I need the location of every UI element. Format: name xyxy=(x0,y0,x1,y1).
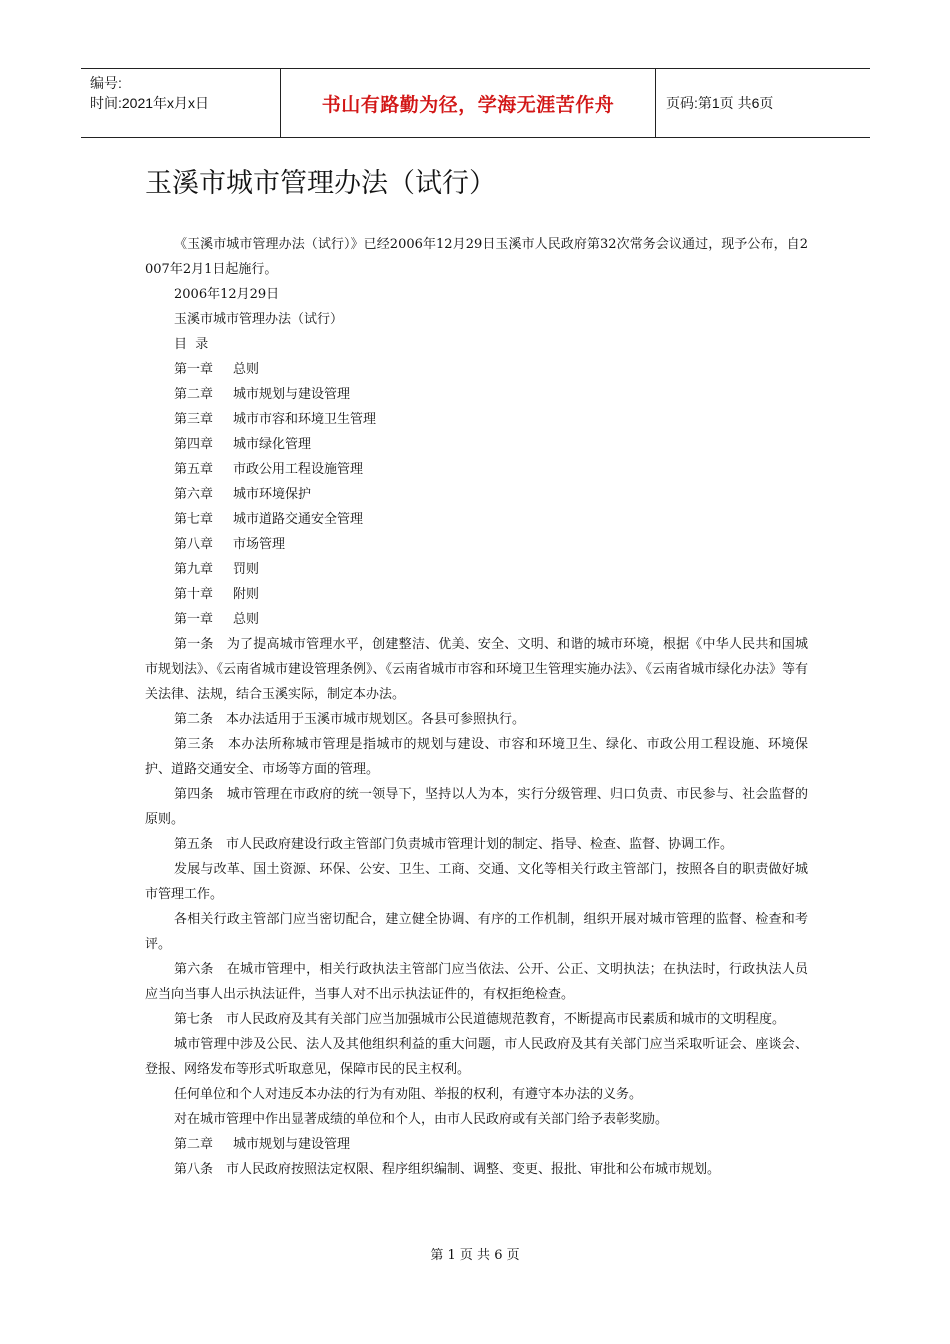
toc-item: 第八章 市场管理 xyxy=(174,537,286,552)
article-5: 第五条 市人民政府建设行政主管部门负责城市管理计划的制定、指导、检查、监督、协调工作。 xyxy=(174,837,734,852)
toc-item: 第三章 城市市容和环境卫生管理 xyxy=(174,412,377,427)
article-8: 第八条 市人民政府按照法定权限、程序组织编制、调整、变更、报批、审批和公布城市规划。 xyxy=(174,1162,721,1177)
article-5-paragraph-3: 各相关行政主管部门应当密切配合，建立健全协调、有序的工作机制，组织开展对城市管理的监督、检查和考评。 xyxy=(145,912,808,952)
article-7: 第七条 市人民政府及其有关部门应当加强城市公民道德规范教育，不断提高市民素质和城市的文明程度。 xyxy=(174,1012,786,1027)
article-6: 第六条 在城市管理中，相关行政执法主管部门应当依法、公开、公正、文明执法；在执法时，行政执法人员应当向当事人出示执法证件，当事人对不出示执法证件的，有权拒绝检查。 xyxy=(145,962,808,1002)
toc-item: 第九章 罚则 xyxy=(174,562,260,577)
document-body xyxy=(145,232,808,1182)
intro-paragraph: 《玉溪市城市管理办法（试行）》已经2006年12月29日玉溪市人民政府第32次常务会议通过，现予公布，自2007年2月1日起施行。 xyxy=(145,237,808,277)
chapter-heading: 第一章 总则 xyxy=(174,612,260,627)
header-meta-cell xyxy=(81,69,281,137)
time-label: 时间:2021年x月x日 xyxy=(90,95,210,111)
article-1: 第一条 为了提高城市管理水平，创建整洁、优美、安全、文明、和谐的城市环境，根据《中华人民共和国城市规划法》、《云南省城市建设管理条例》、《云南省城市市容和环境卫生管理实施办法》、《云南省城市绿化办法》等有关法律、法规，结合玉溪实际，制定本办法。 xyxy=(145,637,809,702)
article-4: 第四条 城市管理在市政府的统一领导下，坚持以人为本，实行分级管理、归口负责、市民参与、社会监督的原则。 xyxy=(145,787,808,827)
chapter-heading: 第二章 城市规划与建设管理 xyxy=(174,1137,351,1152)
issue-date: 2006年12月29日 xyxy=(174,287,280,302)
article-7-paragraph-2: 城市管理中涉及公民、法人及其他组织利益的重大问题，市人民政府及其有关部门应当采取听证会、座谈会、登报、网络发布等形式听取意见，保障市民的民主权利。 xyxy=(145,1037,808,1077)
table-of-contents xyxy=(145,357,808,607)
header-motto: 书山有路勤为径，学海无涯苦作舟 xyxy=(281,69,656,137)
article-5-paragraph-2: 发展与改革、国土资源、环保、公安、卫生、工商、交通、文化等相关行政主管部门，按照各自的职责做好城市管理工作。 xyxy=(145,862,808,902)
toc-item: 第六章 城市环境保护 xyxy=(174,487,312,502)
toc-heading: 目 录 xyxy=(174,337,209,352)
number-label: 编号: xyxy=(90,75,122,91)
toc-item: 第二章 城市规划与建设管理 xyxy=(174,387,351,402)
article-7-paragraph-4: 对在城市管理中作出显著成绩的单位和个人，由市人民政府或有关部门给予表彰奖励。 xyxy=(174,1112,669,1127)
article-2: 第二条 本办法适用于玉溪市城市规划区。各县可参照执行。 xyxy=(174,712,526,727)
subtitle: 玉溪市城市管理办法（试行） xyxy=(174,312,344,327)
page-footer: 第 1 页 共 6 页 xyxy=(430,1248,520,1263)
document-header xyxy=(81,68,870,138)
toc-item: 第一章 总则 xyxy=(174,362,260,377)
toc-item: 第十章 附则 xyxy=(174,587,260,602)
header-page-info: 页码:第1页 共6页 xyxy=(666,95,774,111)
article-7-paragraph-3: 任何单位和个人对违反本办法的行为有劝阻、举报的权利，有遵守本办法的义务。 xyxy=(174,1087,643,1102)
toc-item: 第七章 城市道路交通安全管理 xyxy=(174,512,364,527)
article-3: 第三条 本办法所称城市管理是指城市的规划与建设、市容和环境卫生、绿化、市政公用工程设施、环境保护、道路交通安全、市场等方面的管理。 xyxy=(145,737,808,777)
toc-item: 第五章 市政公用工程设施管理 xyxy=(174,462,364,477)
toc-item: 第四章 城市绿化管理 xyxy=(174,437,312,452)
document-title: 玉溪市城市管理办法（试行） xyxy=(145,168,496,199)
